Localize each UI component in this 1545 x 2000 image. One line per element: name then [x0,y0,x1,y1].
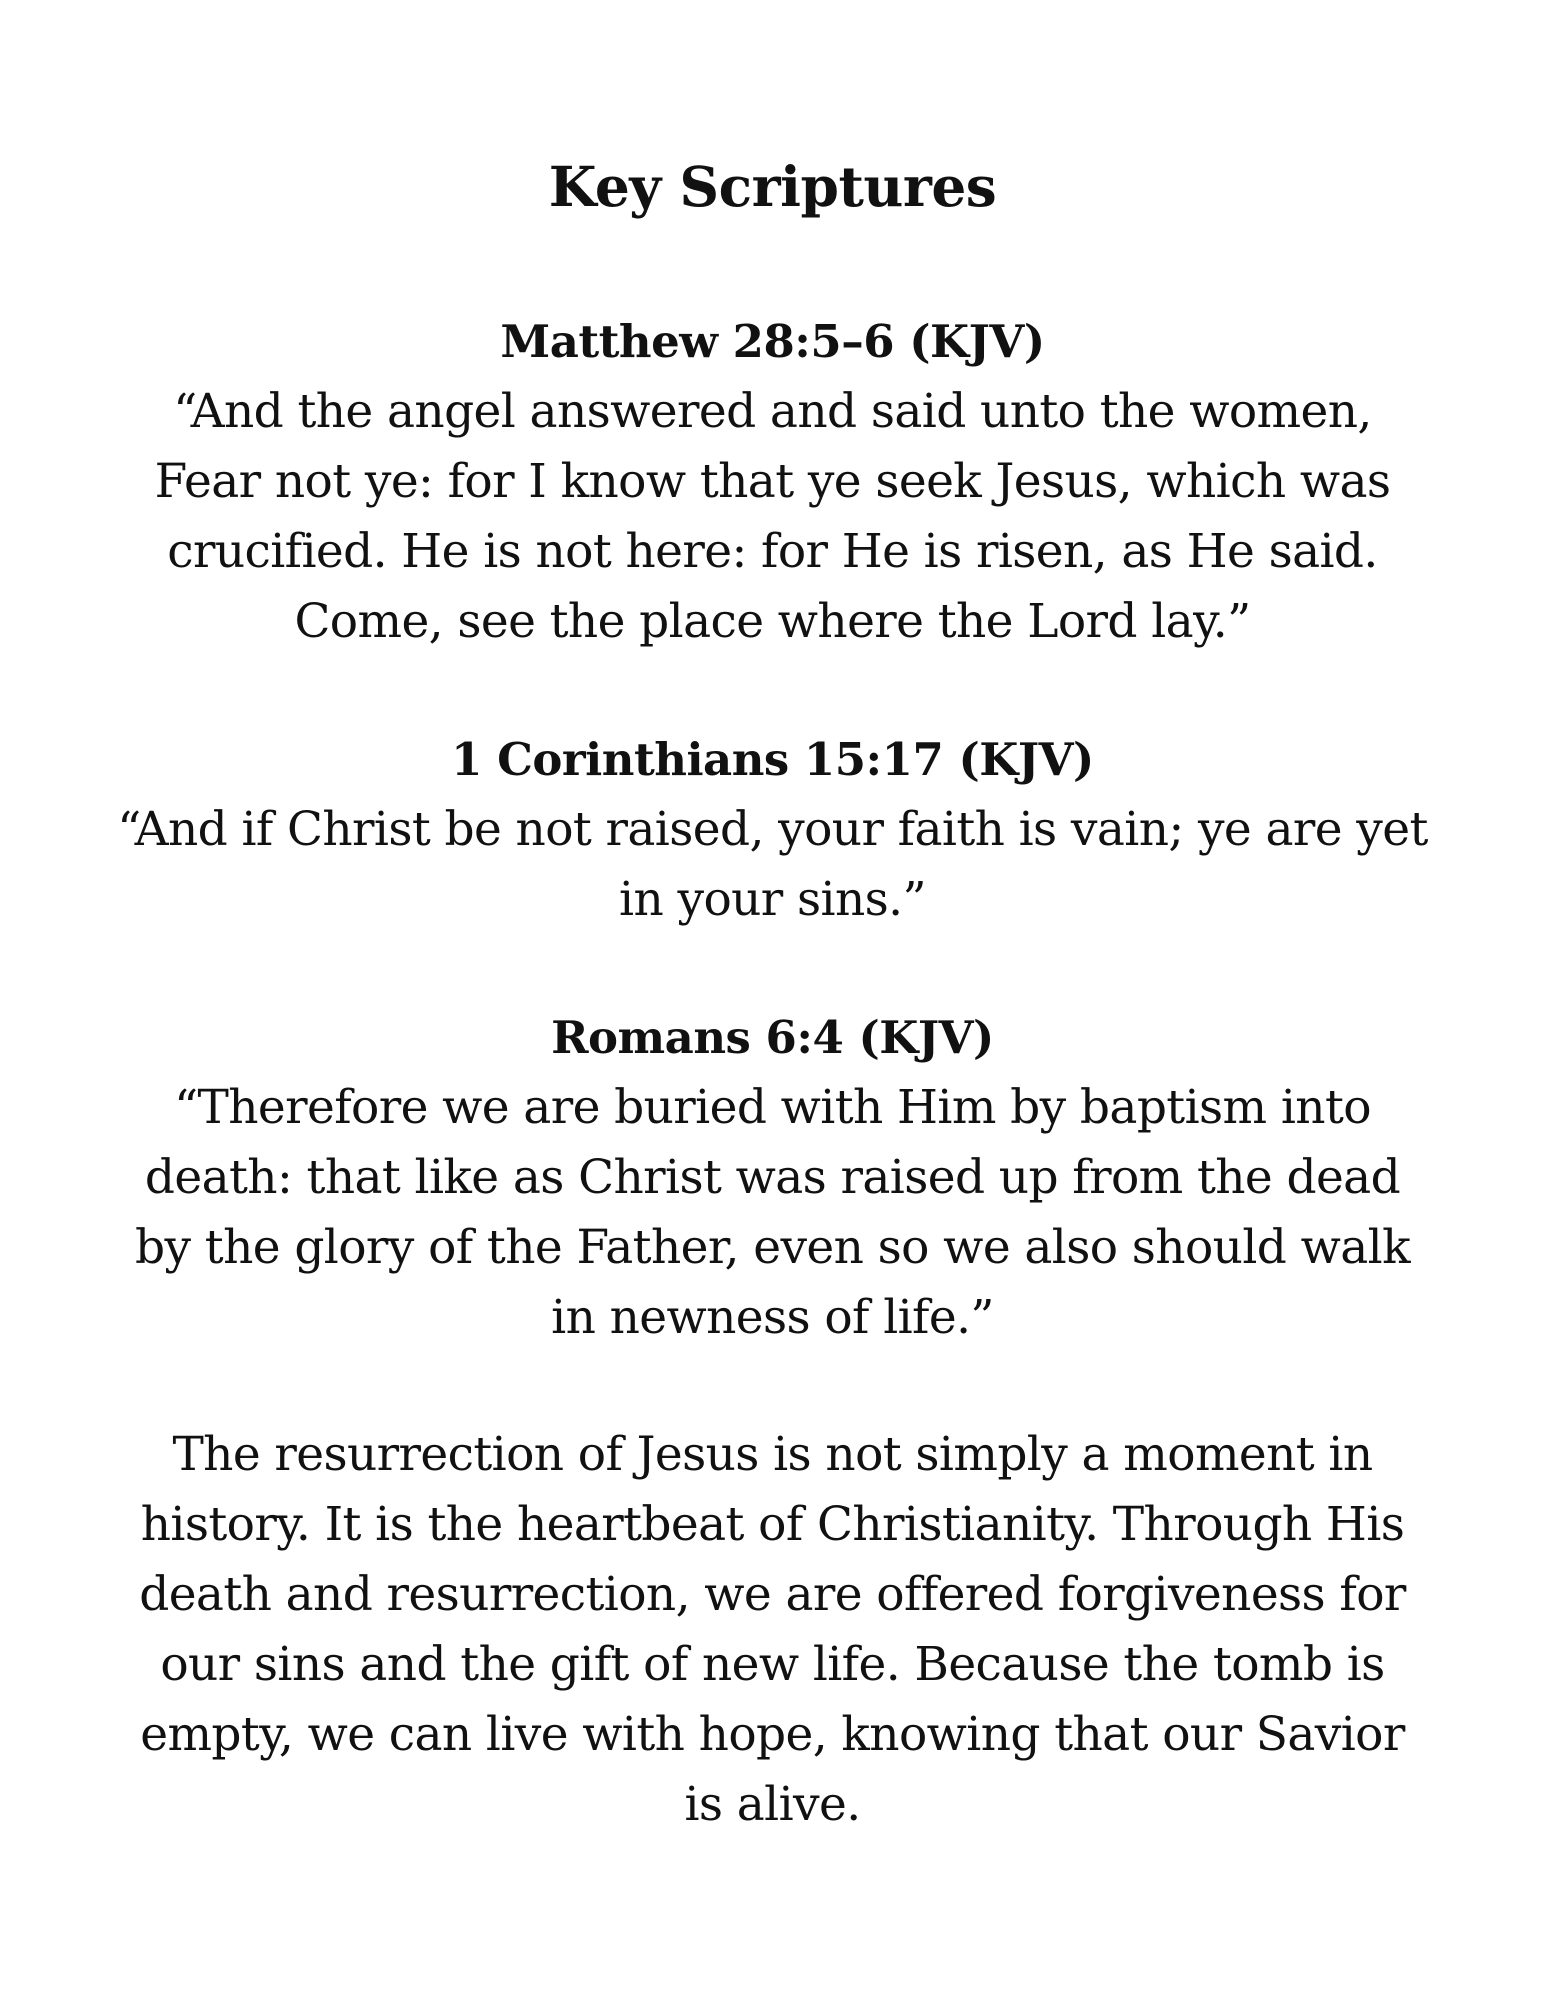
scripture-line: crucified. He is not here: for He is risen, as He said. [167,524,1378,579]
paragraph-line: our sins and the gift of new life. Because the tomb is [160,1637,1385,1692]
page-title: Key Scriptures [548,154,997,219]
scripture-romans-6-4 [0,1003,1545,1353]
paragraph-line: death and resurrection, we are offered forgiveness for [139,1567,1406,1622]
scripture-1-corinthians-15-17 [0,725,1545,935]
scripture-reference: Romans 6:4 (KJV) [551,1011,994,1064]
scripture-matthew-28-5-6 [0,307,1545,657]
scripture-line: “And the angel answered and said unto the women, [173,384,1372,439]
scripture-line: Come, see the place where the Lord lay.” [294,594,1251,649]
paragraph-line: is alive. [684,1777,861,1832]
paragraph-line: history. It is the heartbeat of Christianity. Through His [140,1497,1405,1552]
scripture-line: Fear not ye: for I know that ye seek Jesus, which was [154,454,1391,509]
scripture-line: in newness of life.” [551,1290,994,1345]
scripture-line: by the glory of the Father, even so we also should walk [135,1220,1410,1275]
scripture-reference: Matthew 28:5–6 (KJV) [500,315,1045,368]
scripture-reference: 1 Corinthians 15:17 (KJV) [451,733,1094,786]
scripture-line: “And if Christ be not raised, your faith is vain; ye are yet [117,802,1428,857]
paragraph-line: empty, we can live with hope, knowing that our Savior [140,1707,1405,1762]
scripture-line: in your sins.” [619,872,926,927]
scripture-line: “Therefore we are buried with Him by baptism into [174,1080,1371,1135]
paragraph-line: The resurrection of Jesus is not simply a moment in [172,1427,1373,1482]
scripture-line: death: that like as Christ was raised up from the dead [144,1150,1401,1205]
reflection-paragraph [0,1420,1545,1840]
